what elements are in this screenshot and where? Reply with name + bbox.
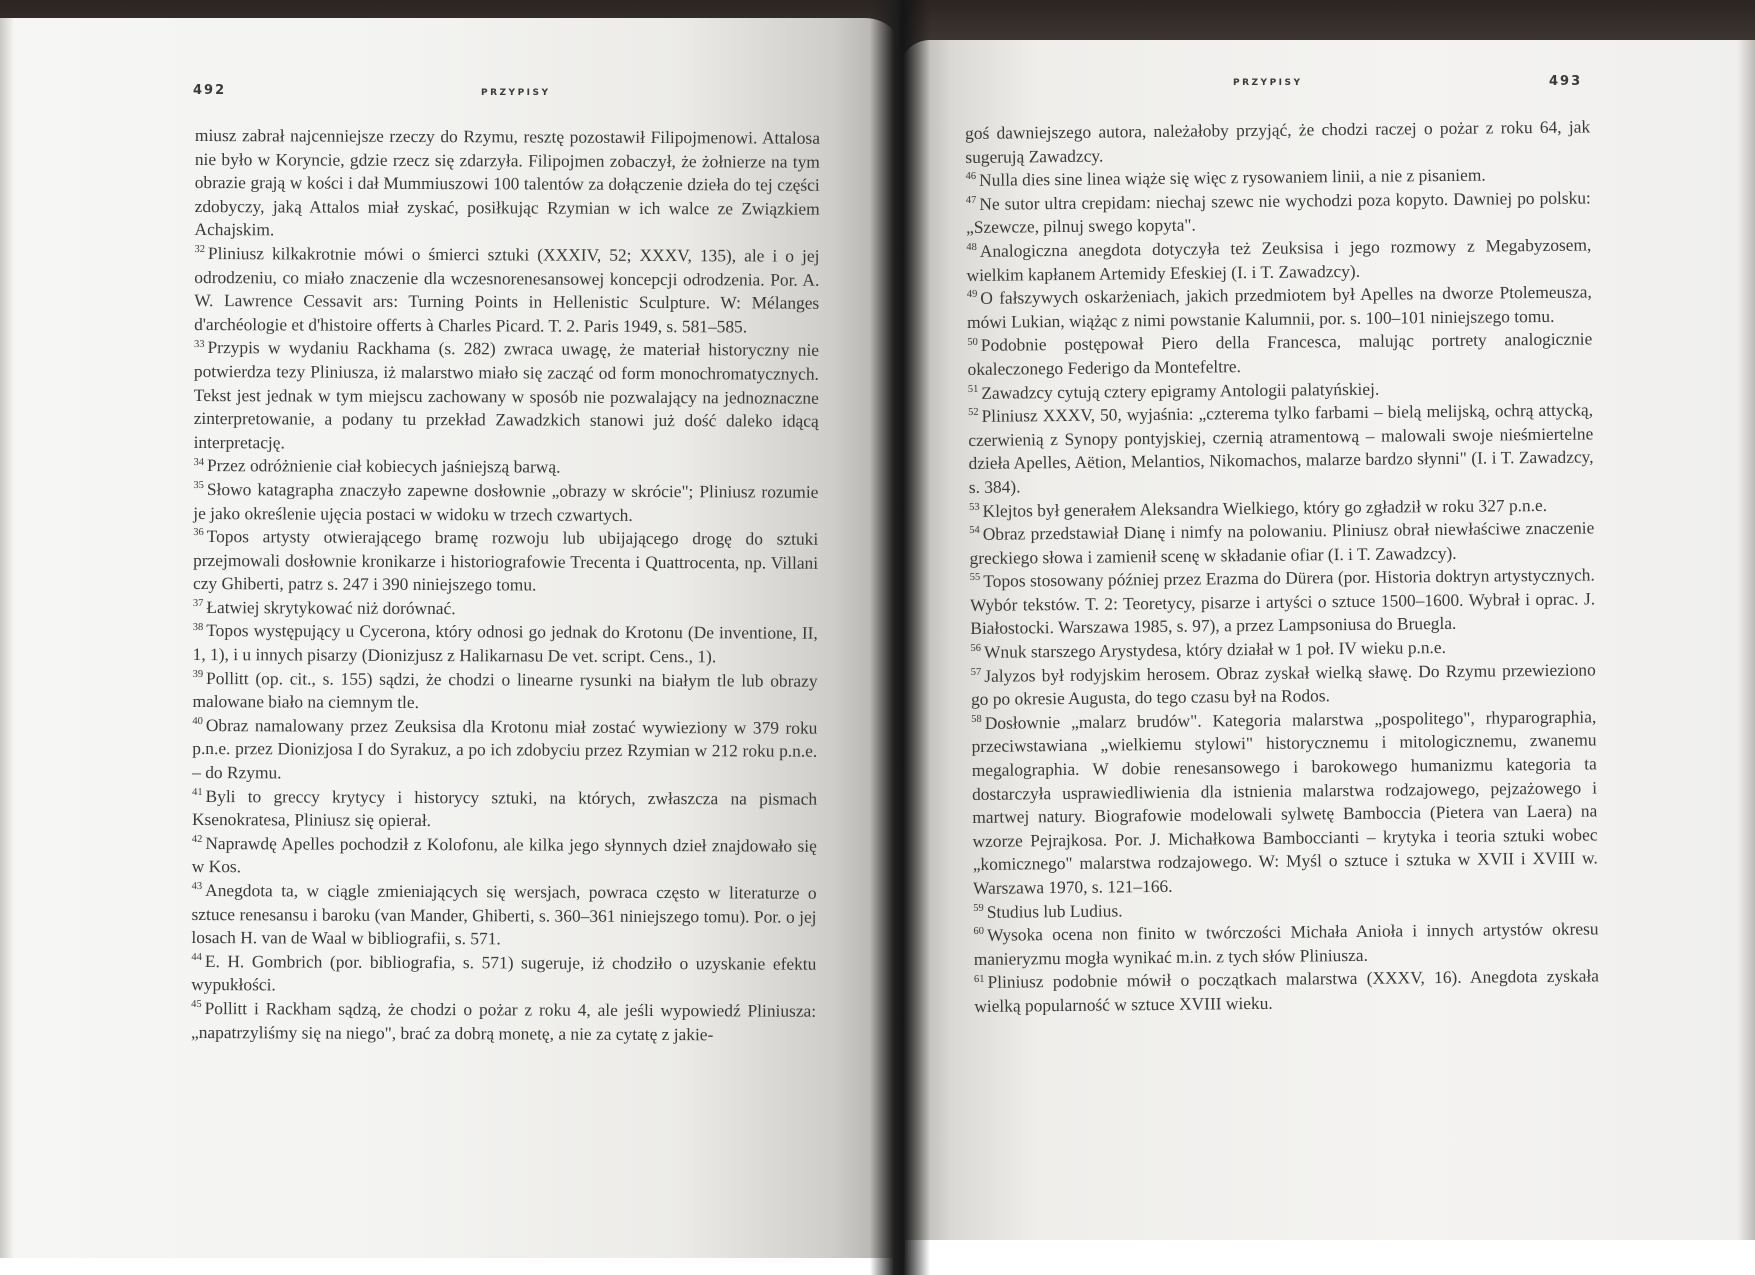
footnote-number: 39 [192,668,204,680]
footnote-text: Przypis w wydaniu Rackhama (s. 282) zwraca uwagę, że materiał historyczny nie potwierdza tezy Pliniusza, iż malarstwo miało się zacząć od form monochromatycznych. Tekst jest jednak w tym miejscu zachowany w sposób nie pozwalający na jednoznaczne zinterpretowanie, a podany tu przekład Zawadzkich stanowi już dość daleko idącą interpretację. [193,337,820,453]
footnote-text: Nulla dies sine linea wiąże się więc z rysowaniem linii, a nie z pisaniem. [979,164,1486,191]
footnote [971,658,1596,712]
footnote-number: 47 [965,194,977,206]
footnote-number: 35 [193,480,204,492]
footnote-text: Anegdota ta, w ciągle zmieniających się wersjach, powraca często w literaturze o sztuce renesansu i baroku (van Mander, Ghiberti, s. 360–361 niniejszego tomu). Por. o jej losach H. van de Waal w bibliografii, s. 571. [191,880,817,949]
footnote-text: Słowo katagrapha znaczyło zapewne dosłownie „obrazy w skrócie"; Pliniusz rozumie je jako określenie ujęcia postaci w widoku w trzech czwartych. [193,478,819,525]
right-notes-list [965,163,1599,1019]
footnote-number: 48 [966,242,977,254]
footnote-number: 44 [191,951,202,964]
footnote-text: O fałszywych oskarżeniach, jakich przedmiotem był Apelles na dworze Ptolemeusza, mówi Lukian, wiążąc z nimi powstanie Kalumnii, por. s. 100–101 niniejszego tomu. [966,281,1592,332]
footnote-number: 40 [192,716,203,728]
footnote-number: 46 [965,171,977,183]
right-running-title: PRZYPISY [1233,78,1303,88]
footnote [967,281,1592,335]
footnote-text: Obraz przedstawiał Dianę i nimfy na polowaniu. Pliniusz obrał niewłaściwe znaczenie greckiego słowa i zamienił scenę w składanie ofiar (I. i T. Zawadzcy). [969,517,1595,568]
footnote [192,667,817,717]
footnote-number: 58 [971,713,982,726]
footnote-number: 38 [192,621,204,633]
footnote [974,965,1599,1019]
footnote-number: 61 [973,973,985,985]
footnote-text: Topos stosowany później przez Erazma do Dürera (por. Historia doktryn artystycznych. Wybór tekstów. T. 2: Teoretycy, pisarze i artyści o sztuce 1500–1600. Wybrał i oprac. J. Białostocki. Warszawa 1985, s. 97), a przez Lampsoniusa do Bruegla. [969,564,1596,639]
footnote-text: Studius lub Ludius. [986,899,1123,922]
footnote [966,233,1591,287]
footnote-text: Podobnie postępował Piero della Francesca, malując portrety analogicznie okaleczonego Federigo da Montefeltre. [967,328,1593,379]
footnote-number: 41 [192,786,203,798]
left-notes-list [191,242,819,1047]
footnote-number: 45 [191,999,202,1011]
footnote-number: 43 [191,881,203,893]
footnote-number: 54 [969,525,980,537]
footnote-number: 53 [968,501,980,513]
footnote-text: Wysoka ocena non finito w twórczości Michała Anioła i innych artystów okresu manieryzmu mogła wynikać m.in. z tych słów Pliniusza. [973,918,1599,969]
footnote-number: 50 [967,336,978,348]
footnote-number: 56 [970,643,982,655]
footnote-text: Byli to greccy krytycy i historycy sztuki, na których, zwłaszcza na pismach Ksenokratesa, Pliniusz się opierał. [191,785,818,831]
footnote [973,918,1598,972]
footnote-text: E. H. Gombrich (por. bibliografia, s. 571) sugeruje, iż chodziło o uzyskanie efektu wypukłości. [191,950,817,995]
note-continuation: miusz zabrał najcenniejsze rzeczy do Rzymu, resztę pozostawił Filipojmenowi. Attalosa nie było w Koryncie, gdzie rzecz się zdarzyła. Filipojmen zobaczył, że żołnierze na tym obrazie grają w kości i dał Mummiuszowi 100 talentów za dołączenie dzieła do tej części zdobyczy, jaką Attalos miał zyskać, posiłkując Rzymian w ich walce ze Związkiem Achajskim. [194,124,820,240]
footnote-text: Wnuk starszego Arystydesa, który działał w 1 poł. IV wieku p.n.e. [983,637,1447,662]
footnote-number: 34 [193,456,205,468]
footnote-number: 52 [967,407,979,419]
footnote [968,399,1594,500]
footnote-number: 49 [966,289,978,301]
footnote-number: 57 [970,666,982,678]
footnote [193,619,818,669]
footnote-number: 60 [973,926,985,938]
footnote-text: Przez odróżnienie ciał kobiecych jaśniejszą barwą. [206,455,561,477]
left-running-title: PRZYPISY [481,88,551,98]
footnote [969,517,1594,571]
footnote-number: 51 [967,383,979,395]
footnote-text: Naprawdę Apelles pochodził z Kolofonu, ale kilka jego słynnych dzieł znajdowało się w Kos. [191,832,817,877]
footnote [192,832,817,882]
footnote [193,525,818,599]
footnote-number: 42 [191,834,203,846]
footnote-text: Zawadzcy cytują cztery epigramy Antologii palatyńskiej. [981,378,1380,403]
footnote [193,454,818,480]
footnote [192,785,817,835]
right-footnotes [965,116,1600,1019]
footnote [191,950,816,1000]
left-footnotes [190,124,820,1044]
footnote-text: Topos występujący u Cycerona, który odnosi go jednak do Krotonu (De inventione, II, 1, 1), i u innych pisarzy (Dionizjusz z Halikarnasu De vet. script. Cens., 1). [192,620,818,667]
footnote [194,336,820,457]
footnote-number: 33 [194,338,205,350]
footnote [191,879,816,953]
footnote [191,997,816,1047]
footnote-text: Ne sutor ultra crepidam: niechaj szewc nie wychodzi poza kopyto. Dawniej po polsku: „Szewcze, pilnuj swego kopyta". [965,187,1591,238]
footnote-text: Obraz namalowany przez Zeuksisa dla Krotonu miał zostać wywieziony w 379 roku p.n.e. przez Dionizjosa I do Syrakuz, a po ich zdobyciu przez Rzymian w 212 roku p.n.e. – do Rzymu. [192,714,818,783]
left-page-number: 492 [193,83,227,98]
footnote [971,705,1598,900]
left-page-edge [0,18,14,1258]
footnote [194,242,819,339]
footnote-number: 55 [969,572,981,584]
right-page-number: 493 [1549,74,1583,89]
footnote-text: Topos artysty otwierającego bramę rozwoju lub ubijającego drogę do sztuki przejmowali dosłownie kronikarze i historiografowie Trecenta i Quattrocenta, np. Villani czy Ghiberti, patrz s. 247 i 390 niniejszego tomu. [192,526,819,595]
footnote [193,596,818,622]
footnote-text: Pollitt i Rackham sądzą, że chodzi o pożar z roku 4, ale jeśli wypowiedź Pliniusza: „napatrzyliśmy się na niego", brać za dobrą monetę, a nie za cytatę z jakie- [190,998,817,1044]
footnote [967,328,1592,382]
book-spine-gutter [870,0,930,1275]
note-continuation: goś dawniejszego autora, należałoby przyjąć, że chodzi raczej o pożar z roku 64, jak sugerują Zawadzcy. [965,116,1591,167]
footnote-text: Jalyzos był rodyjskim herosem. Obraz zyskał wielką sławę. Do Rzymu przewieziono go po okresie Augusta, do tego czasu był na Rodos. [970,659,1596,710]
footnote-text: Analogiczna anegdota dotyczyła też Zeuksisa i jego rozmowy z Megabyzosem, wielkim kapłanem Artemidy Efeskiej (I. i T. Zawadzcy). [966,234,1592,285]
footnote-text: Pliniusz XXXV, 50, wyjaśnia: „czterema tylko farbami – bielą melijską, ochrą attycką, czerwienią z Synopy pontyjskiej, czernią atramentową – malowali swoje nieśmiertelne dzieła Apelles, Aëtion, Melantios, Nikomachos, malarze bardzo słynni" (I. i T. Zawadzcy, s. 384). [968,399,1594,497]
footnote-number: 59 [973,902,984,914]
right-page-edge [1737,40,1755,1240]
footnote [966,186,1591,240]
footnote [193,478,818,528]
footnote [192,714,817,788]
footnote-number: 36 [193,527,204,539]
footnote-text: Klejtos był generałem Aleksandra Wielkiego, który go zgładził w roku 327 p.n.e. [982,494,1548,521]
footnote-text: Łatwiej skrytykować niż dorównać. [206,596,456,619]
footnote-number: 32 [194,244,205,256]
footnote-text: Pollitt (op. cit., s. 155) sądzi, że chodzi o linearne rysunki na białym tle lub obrazy malowane biało na ciemnym tle. [192,667,818,713]
footnote [970,564,1596,641]
footnote-text: Pliniusz podobnie mówił o początkach malarstwa (XXXV, 16). Anegdota zyskała wielką popularność w sztuce XVIII wieku. [974,965,1600,1016]
footnote-text: Pliniusz kilkakrotnie mówi o śmierci sztuki (XXXIV, 52; XXXV, 135), ale i o jej odrodzeniu, co miało znaczenie dla wczesnorenesansowej koncepcji odrodzenia. Por. A. W. Lawrence Cessavit ars: Turning Points in Hellenistic Sculpture. W: Mélanges d'archéologie et d'histoire offerts à Charles Picard. T. 2. Paris 1949, s. 581–585. [194,243,820,337]
footnote-text: Dosłownie „malarz brudów". Kategoria malarstwa „pospolitego", rhyparographia, przeciwstawiana „wielkiemu stylowi" historycznemu i mitologicznemu, zwanemu megalographia. W dobie renesansowego i barokowego humanizmu kategoria ta dostarczyła usprawiedliwienia dla istnienia malarstwa rodzajowego, pejzażowego i martwej natury. Biografowie modelowali sylwetę Bamboccia (Pietera van Laera) na wzorze Pejrajkosa. Por. J. Michałkowa Bamboccianti – krytyka i teoria sztuki wobec „komicznego" malarstwa rodzajowego. W: Myśl o sztuce i sztuka w XVII i XVIII w. Warszawa 1970, s. 121–166. [971,706,1598,898]
footnote-number: 37 [192,598,204,610]
